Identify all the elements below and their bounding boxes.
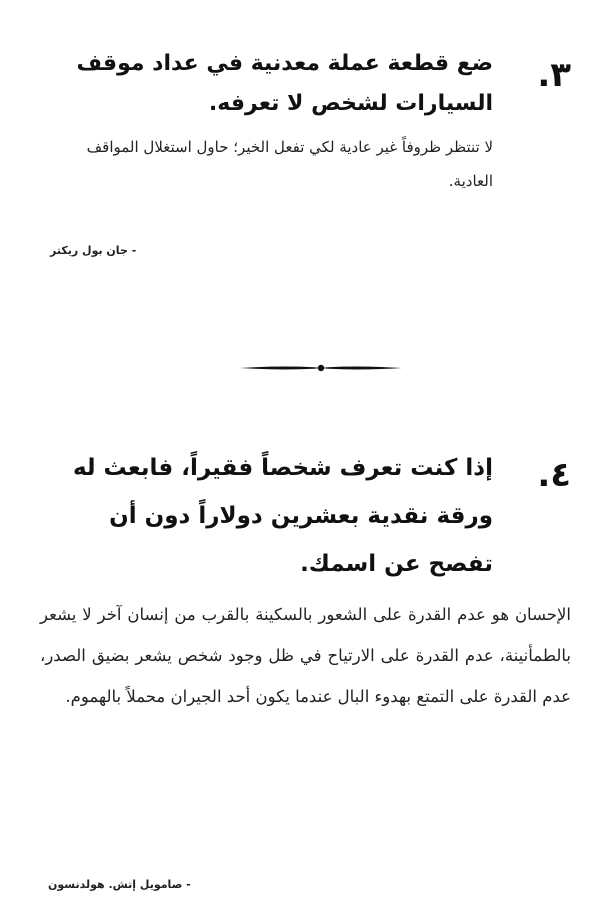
item-number: ٤. xyxy=(537,455,571,495)
item-number: ٣. xyxy=(537,55,571,95)
quote-attribution: - جان بول ريكتر xyxy=(50,244,137,257)
item-body: لا تنتظر ظروفاً غير عادية لكي تفعل الخير؛ حاول استغلال المواقف العادية. xyxy=(86,138,493,190)
item-heading: ضع قطعة عملة معدنية في عداد موقف السيارات لشخص لا تعرفه. xyxy=(76,51,493,116)
quote-attribution: - صامويل إتش. هولدنسون xyxy=(48,878,191,891)
item-body: الإحسان هو عدم القدرة على الشعور بالسكينة بالقرب من إنسان آخر لا يشعر بالطمأنينة، عدم القدرة على الارتياح في ظل وجود شخص يشعر بضيق الصدر، عدم القدرة على التمتع بهدوء البال عندما يكون أحد الجيران محملاً بالهموم. xyxy=(40,605,571,706)
ornament-divider xyxy=(240,363,402,373)
tip-item-4 xyxy=(40,444,571,717)
tip-item-3 xyxy=(40,44,571,198)
item-heading: إذا كنت تعرف شخصاً فقيراً، فابعث له ورقة نقدية بعشرين دولاراً دون أن تفصح عن اسمك. xyxy=(72,455,493,577)
